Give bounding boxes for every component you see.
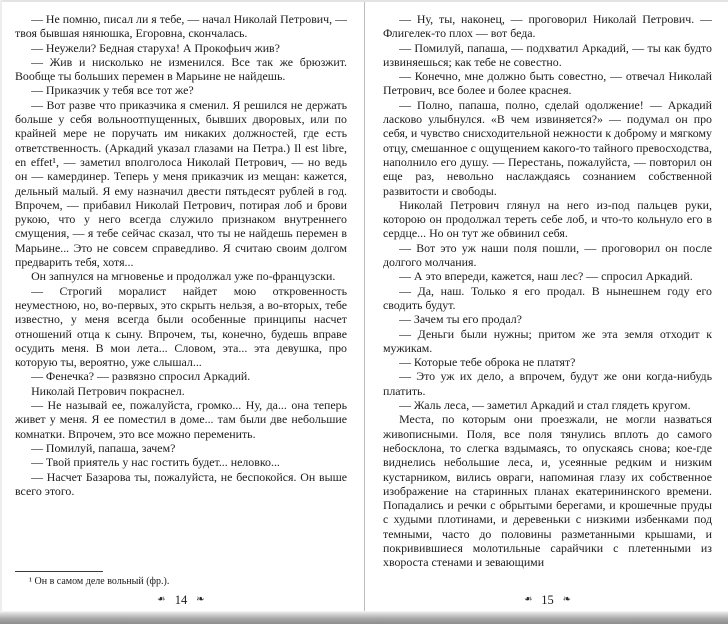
paragraph: — Вот разве что приказчика я сменил. Я решился не держать больше у себя вольноотпущенных, бывших дворовых, или по крайней мере не поручать им никаких должностей, где есть ответственность. (Аркадий указал глазами на Петра.) Il est libre, en effet¹, — заметил вполголоса Николай Петрович, — но ведь он — камердинер. Теперь у меня приказчик из мещан: кажется, дельный малый. Я ему назначил двести пятьдесят рублей в год. Впрочем, — прибавил Николай Петрович, потирая лоб и брови рукою, что у него всегда служило признаком внутреннего смущения, — я тебе сейчас сказал, что ты не найдешь перемен в Марьине... Это не совсем справедливо. Я считаю своим долгом предварить тебя, хотя... bbox=[15, 97, 347, 270]
paragraph: — Ну, ты, наконец, — проговорил Николай Петрович. — Флигелек-то плох — вот беда. bbox=[383, 12, 712, 41]
paragraph: — Помилуй, папаша, — подхватил Аркадий, — ты как будто извиняешься; как тебе не совестно. bbox=[383, 40, 712, 69]
scan-top-edge bbox=[0, 0, 728, 2]
paragraph: — А это впереди, кажется, наш лес? — спросил Аркадий. bbox=[399, 269, 693, 284]
paragraph: — Конечно, мне должно быть совестно, — отвечал Николай Петрович, все более и более краснея. bbox=[383, 69, 712, 98]
paragraph: — Не называй ее, пожалуйста, громко... Ну, да... она теперь живет у меня. Я ее поместил в доме... там были две небольшие комнатки. Впрочем, это все можно переменить. bbox=[15, 398, 347, 441]
page-text-right bbox=[383, 12, 712, 590]
paragraph: — Строгий моралист найдет мою откровенность неуместною, но, во-первых, это скрыть нельзя, а во-вторых, тебе известно, у меня всегда были особенные принципы насчет отношений отца к сыну. Впрочем, ты, конечно, будешь вправе осудить меня. В мои лета... Словом, эта... эта девушка, про которую ты, вероятно, уже слышал... bbox=[15, 283, 347, 370]
footnote bbox=[15, 566, 347, 591]
paragraph: — Полно, папаша, полно, сделай одолжение! — Аркадий ласково улыбнулся. «В чем извиняется?» — подумал он про себя, и чувство снисходительной нежности к доброму и мягкому отцу, смешанное с ощущением какого-то тайного превосходства, наполнило его душу. — Перестань, пожалуйста, — повторил он еще раз, невольно наслаждаясь сознанием собственной развитости и свободы. bbox=[383, 97, 712, 198]
paragraph: — Это уж их дело, а впрочем, будут же они когда-нибудь платить. bbox=[383, 369, 712, 398]
page-text-left bbox=[15, 12, 347, 566]
paragraph: Николай Петрович глянул на него из-под пальцев руки, которою он продолжал тереть себе лоб, и что-то кольнуло его в сердце... Но он тут же обвинил себя. bbox=[383, 197, 712, 241]
book-page-right bbox=[364, 0, 728, 624]
page-number: 14 bbox=[174, 592, 188, 607]
footnote-text: ¹ Он в самом деле вольный (фр.). bbox=[29, 575, 170, 587]
paragraph: — Вот это уж наши поля пошли, — проговорил он после долгого молчания. bbox=[383, 240, 712, 270]
scan-edge-shadow bbox=[0, 611, 728, 624]
scan-left-edge bbox=[0, 0, 2, 624]
fleuron-icon: ❧ bbox=[523, 594, 533, 605]
paragraph: Николай Петрович покраснел. bbox=[31, 383, 185, 398]
paragraph: — Не помню, писал ли я тебе, — начал Николай Петрович, — твоя бывшая нянюшка, Егоровна, скончалась. bbox=[15, 12, 347, 41]
paragraph: — Да, наш. Только я его продал. В нынешнем году его сводить будут. bbox=[383, 283, 712, 312]
paragraph: — Фенечка? — развязно спросил Аркадий. bbox=[31, 369, 251, 384]
paragraph: — Жив и нисколько не изменился. Все так же брюзжит. Вообще ты больших перемен в Марьине не найдешь. bbox=[15, 54, 347, 84]
paragraph: — Неужели? Бедная старуха! А Прокофьич жив? bbox=[31, 40, 280, 55]
fleuron-icon: ❧ bbox=[157, 594, 166, 605]
paragraph: — Насчет Базарова ты, пожалуйста, не беспокойся. Он выше всего этого. bbox=[15, 469, 347, 498]
paragraph: — Деньги были нужны; притом же эта земля отходит к мужикам. bbox=[383, 326, 712, 355]
paragraph: — Которые тебе оброка не платят? bbox=[399, 355, 576, 370]
paragraph: — Твой приятель у нас гостить будет... неловко... bbox=[31, 455, 280, 470]
paragraph: — Жаль леса, — заметил Аркадий и стал глядеть кругом. bbox=[399, 398, 691, 413]
paragraph: — Зачем ты его продал? bbox=[399, 312, 522, 327]
fleuron-icon: ❧ bbox=[196, 594, 205, 605]
paragraph: Он запнулся на мгновенье и продолжал уже по-французски. bbox=[31, 269, 336, 284]
footnote-rule bbox=[15, 571, 103, 572]
paragraph: — Приказчик у тебя все тот же? bbox=[31, 83, 194, 98]
fleuron-icon: ❧ bbox=[562, 594, 572, 605]
paragraph: Места, по которым они проезжали, не могли назваться живописными. Поля, все поля тянулись вплоть до самого небосклона, то слегка вздымаясь, то опускаясь снова; кое-где виднелись небольшие леса, и, усеянные редким и низким кустарником, вились овраги, напоминая глазу их собственное изображение на старинных планах екатерининского времени. Попадались и речки с обрытыми берегами, и крошечные пруды с худыми плотинами, и деревеньки с низкими избенками под темными, часто до половины разметанными крышами, и покривившиеся молотильные сарайчики с плетенными из хвороста стенами и зевающими bbox=[383, 412, 712, 570]
page-number: 15 bbox=[541, 592, 554, 607]
paragraph: — Помилуй, папаша, зачем? bbox=[31, 440, 176, 455]
